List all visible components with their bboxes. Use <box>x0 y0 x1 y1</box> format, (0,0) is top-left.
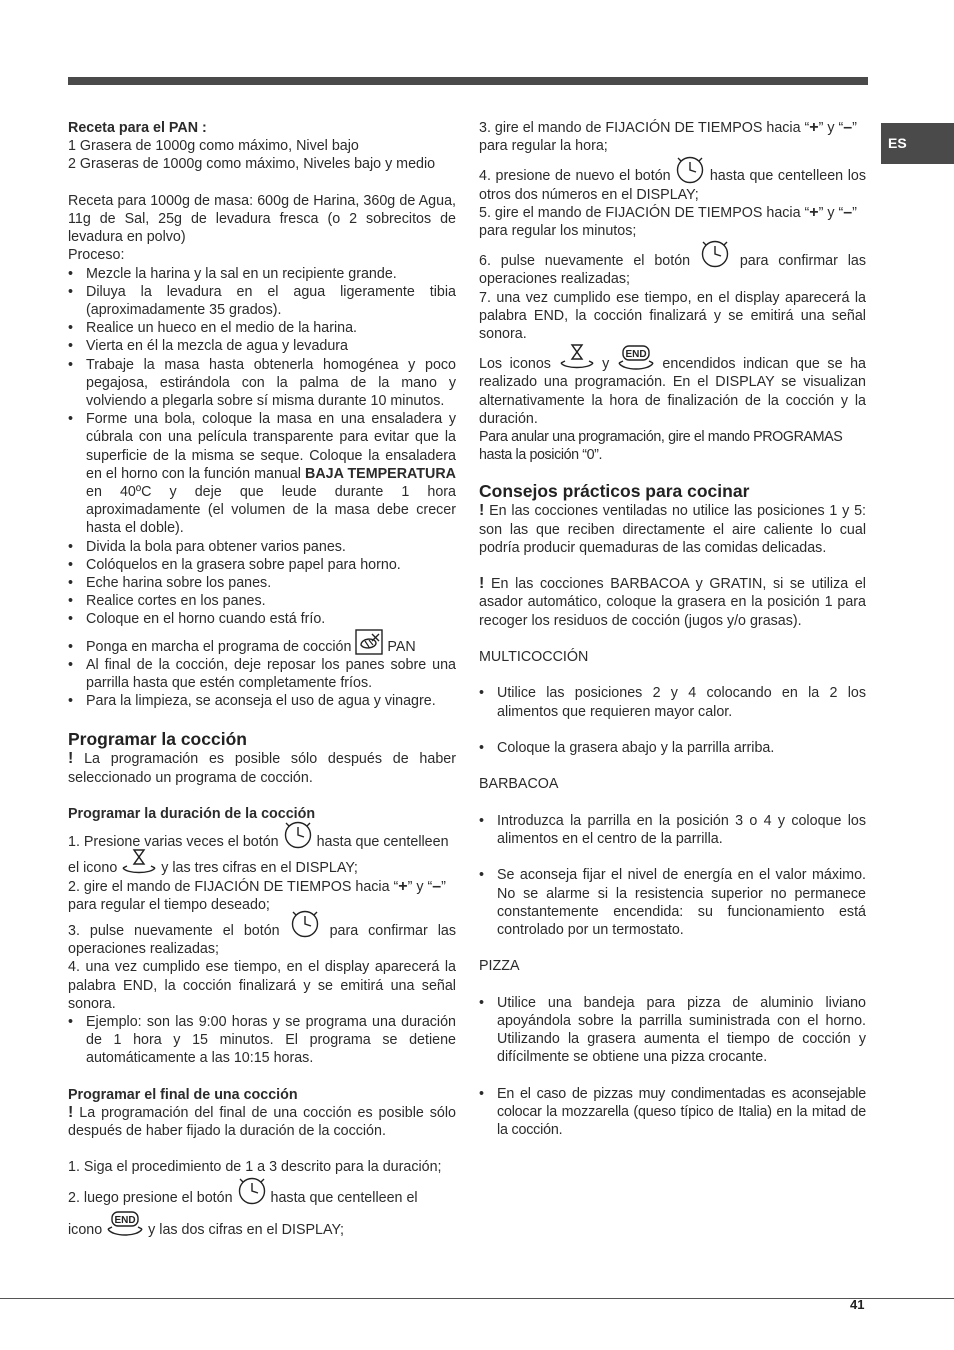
list-item: • Eche harina sobre los panes. <box>68 574 456 592</box>
list-item: • Utilice las posiciones 2 y 4 colocando en la 2 los alimentos que requieren mayor calor. <box>479 684 866 720</box>
end-intro: ! La programación del final de una cocción es posible sólo después de haber fijado la duración de la cocción. <box>68 1103 456 1139</box>
clock-icon <box>283 821 313 849</box>
end-step: 2. luego presione el botón hasta que centelleen el <box>68 1189 456 1207</box>
duration-step: 3. pulse nuevamente el botón para confirmar las operaciones realizadas; <box>68 922 456 958</box>
tip: ! En las cocciones ventiladas no utilice las posiciones 1 y 5: son las que reciben directamente el aire caliente lo cual podría producir quemaduras de las comidas delicadas. <box>479 502 866 556</box>
list-item: • Se aconseja fijar el nivel de energía en el valor máximo. No se alarme si la resistencia superior no permanece constantemente encendida: su funcionamiento está controlado por un termostato. <box>479 866 866 939</box>
section-title: Programar la cocción <box>68 729 247 750</box>
subsection-title: MULTICOCCIÓN <box>479 649 589 666</box>
clock-icon <box>237 1177 267 1205</box>
list-item: • Divida la bola para obtener varios panes. <box>68 538 456 556</box>
section-intro: ! La programación es posible sólo después de haber seleccionado un programa de cocción. <box>68 750 456 786</box>
svg-text:END: END <box>114 1214 136 1226</box>
process-steps <box>68 265 456 711</box>
end-icon <box>106 1209 144 1239</box>
list-item: • Forme una bola, coloque la masa en una ensaladera y cúbrala con una película transparente para evitar que la superficie de la misma se seque. Coloque la ensaladera en el horno con la función manual BAJA TEMPERATURA en 40ºC y deje que leude durante 1 hora aproximadamente (el volumen de la masa debe crecer hasta el doble). <box>68 410 456 537</box>
subsection-title: PIZZA <box>479 958 520 975</box>
tip: ! En las cocciones BARBACOA y GRATIN, si se utiliza el asador automático, coloque la grasera en la posición 1 para recoger los residuos de cocción (jugos y/o grasas). <box>479 575 866 629</box>
list-item: • Coloque la grasera abajo y la parrilla arriba. <box>479 739 866 757</box>
duration-step: 4. una vez cumplido ese tiempo, en el display aparecerá la palabra END, la cocción finalizará y se emitirá una señal sonora. <box>68 959 456 1012</box>
list-item: • Realice un hueco en el medio de la harina. <box>68 319 456 337</box>
duration-step: 1. Presione varias veces el botón hasta que centelleen <box>68 833 456 851</box>
list-item: • Ejemplo: son las 9:00 horas y se programa una duración de 1 hora y 15 minutos. El programa se detiene automáticamente a las 10:15 horas. <box>68 1013 456 1068</box>
subsection-title: BARBACOA <box>479 776 559 793</box>
end-step: 5. gire el mando de FIJACIÓN DE TIEMPOS hacia “+” y “–” para regular los minutos; <box>479 203 857 240</box>
end-step: 7. una vez cumplido ese tiempo, en el display aparecerá la palabra END, la cocción finalizará y se emitirá una señal sonora. <box>479 289 866 343</box>
clock-icon <box>700 240 730 268</box>
cancel-note: Para anular una programación, gire el mando PROGRAMAS hasta la posición “0”. <box>479 429 843 464</box>
recipe-title: Receta para el PAN : <box>68 120 207 136</box>
right-column <box>479 119 866 1139</box>
recipe-line: 2 Graseras de 1000g como máximo, Niveles bajo y medio <box>68 156 436 173</box>
icons-note: Los iconos y END encendidos indican que se ha realizado una programación. En el DISPLAY se visualizan alternativamente la hora de finalización de la cocción y la duración. <box>479 355 866 428</box>
hourglass-icon <box>121 848 157 878</box>
recipe-ingredients: Receta para 1000g de masa: 600g de Harina, 360g de Agua, 11g de Sal, 25g de levadura fresca (o 2 sobrecitos de levadura en polvo) <box>68 192 456 246</box>
list-item: • Al final de la cocción, deje reposar los panes sobre una parrilla hasta que estén completamente fríos. <box>68 656 456 692</box>
left-column <box>68 119 456 1239</box>
list-item: • Utilice una bandeja para pizza de aluminio liviano apoyándola sobre la parrilla suministrada con el horno. Utilizando la grasera aumenta el tiempo de cocción y difícilmente se obtiene una pizza crocante. <box>479 994 866 1067</box>
end-step: icono END y las dos cifras en el DISPLAY; <box>68 1221 456 1239</box>
list-item: • Ponga en marcha el programa de cocción PAN <box>68 638 456 656</box>
duration-step: el icono y las tres cifras en el DISPLAY; <box>68 859 456 877</box>
list-item: • Mezcle la harina y la sal en un recipiente grande. <box>68 265 456 283</box>
clock-icon <box>675 156 705 184</box>
section-title: Consejos prácticos para cocinar <box>479 481 750 502</box>
svg-text:END: END <box>625 349 647 361</box>
list-item: • Para la limpieza, se aconseja el uso de agua y vinagre. <box>68 692 456 710</box>
end-step: 3. gire el mando de FIJACIÓN DE TIEMPOS hacia “+” y “–” para regular la hora; <box>479 119 857 155</box>
bread-program-icon <box>355 629 383 655</box>
end-step: 6. pulse nuevamente el botón para confirmar las operaciones realizadas; <box>479 252 866 288</box>
process-label: Proceso: <box>68 247 125 264</box>
top-rule <box>68 77 868 85</box>
list-item: • Colóquelos en la grasera sobre papel para horno. <box>68 556 456 574</box>
hourglass-icon <box>559 343 595 373</box>
language-tab: ES <box>881 123 954 164</box>
bottom-rule <box>0 1298 954 1299</box>
list-item: • Coloque en el horno cuando está frío. <box>68 610 456 628</box>
end-step: 1. Siga el procedimiento de 1 a 3 descrito para la duración; <box>68 1159 442 1176</box>
list-item: • En el caso de pizzas muy condimentadas es aconsejable colocar la mozzarella (queso típico de Italia) en la mitad de la cocción. <box>479 1085 866 1140</box>
list-item: • Realice cortes en los panes. <box>68 592 456 610</box>
list-item: • Vierta en él la mezcla de agua y levadura <box>68 337 456 355</box>
end-step: 4. presione de nuevo el botón hasta que centelleen los otros dos números en el DISPLAY; <box>479 167 866 203</box>
duration-title: Programar la duración de la cocción <box>68 805 316 822</box>
list-item: • Diluya la levadura en el agua ligeramente tibia (aproximadamente 35 grados). <box>68 283 456 319</box>
end-icon <box>617 343 655 373</box>
page-number: 41 <box>850 1297 865 1312</box>
duration-step: 2. gire el mando de FIJACIÓN DE TIEMPOS hacia “+” y “–” para regular el tiempo deseado; <box>68 877 446 913</box>
list-item: • Introduzca la parrilla en la posición 3 o 4 y coloque los alimentos en el centro de la parrilla. <box>479 812 866 848</box>
list-item: • Trabaje la masa hasta obtenerla homogénea y poco pegajosa, estirándola con la palma de la mano y volviendo a plegarla sobre sí misma durante 10 minutos. <box>68 356 456 411</box>
end-title: Programar el final de una cocción <box>68 1086 298 1103</box>
clock-icon <box>290 910 320 938</box>
recipe-line: 1 Grasera de 1000g como máximo, Nivel bajo <box>68 138 359 155</box>
